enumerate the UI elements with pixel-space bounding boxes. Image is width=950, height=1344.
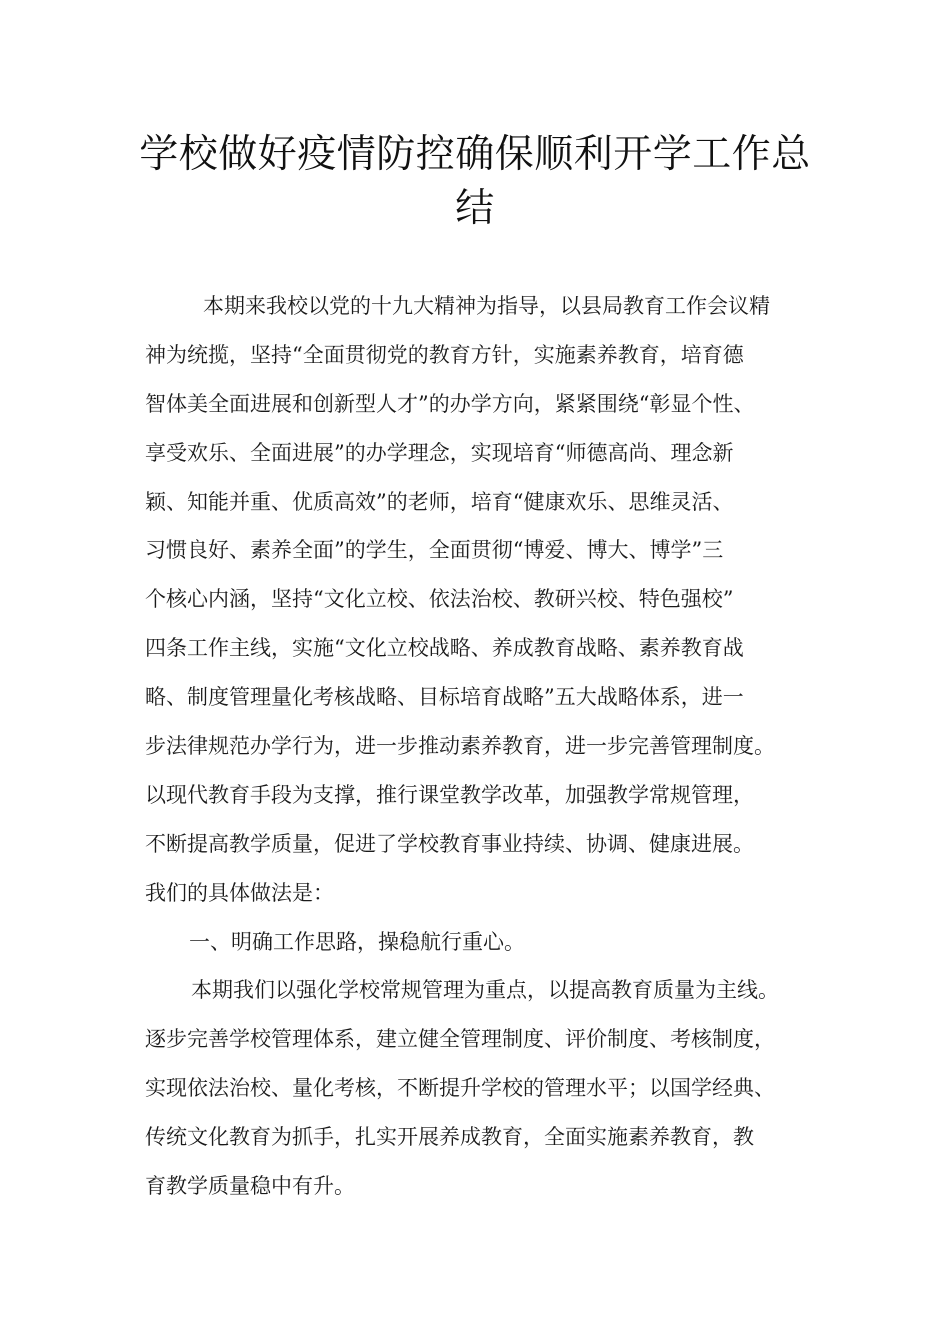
paragraph-1-line-13: 我们的具体做法是： [145,880,334,905]
paragraph-2-line-2: 逐步完善学校管理体系，建立健全管理制度、评价制度、考核制度， [145,1027,775,1052]
paragraph-1-line-2: 神为统揽，坚持“全面贯彻党的教育方针，实施素养教育，培育德 [145,342,744,367]
paragraph-2-line-1: 本期我们以强化学校常规管理为重点，以提高教育质量为主线。 [191,978,779,1003]
title-line-2: 结 [455,186,495,231]
paragraph-1-line-5: 颖、知能并重、优质高效”的老师，培育“健康欢乐、思维灵活、 [145,489,734,514]
paragraph-2-line-4: 传统文化教育为抓手，扎实开展养成教育，全面实施素养教育，教 [145,1125,754,1150]
paragraph-1-line-8: 四条工作主线，实施“文化立校战略、养成教育战略、素养教育战 [145,636,744,661]
paragraph-1-line-9: 略、制度管理量化考核战略、目标培育战略”五大战略体系，进一 [145,685,744,710]
paragraph-2-line-5: 育教学质量稳中有升。 [145,1174,355,1199]
document-body [145,282,835,1211]
paragraph-2-line-3: 实现依法治校、量化考核，不断提升学校的管理水平；以国学经典、 [145,1076,775,1101]
paragraph-1-line-6: 习惯良好、素养全面”的学生，全面贯彻“博爱、博大、博学”三 [145,538,724,563]
title-line-1: 学校做好疫情防控确保顺利开学工作总 [139,132,811,177]
document-title [120,128,830,236]
section-heading-1: 一、明确工作思路，操稳航行重心。 [189,929,525,954]
paragraph-1-line-4: 享受欢乐、全面进展”的办学理念，实现培育“师德高尚、理念新 [145,440,734,465]
paragraph-1-line-10: 步法律规范办学行为，进一步推动素养教育，进一步完善管理制度。 [145,734,775,759]
paragraph-1-line-7: 个核心内涵，坚持“文化立校、依法治校、教研兴校、特色强校” [145,587,734,612]
paragraph-1-line-12: 不断提高教学质量，促进了学校教育事业持续、协调、健康进展。 [145,831,754,856]
paragraph-1-line-11: 以现代教育手段为支撑，推行课堂教学改革，加强教学常规管理， [145,782,754,807]
paragraph-1-line-3: 智体美全面进展和创新型人才”的办学方向，紧紧围绕“彰显个性、 [145,391,755,416]
paragraph-1-line-1: 本期来我校以党的十九大精神为指导，以县局教育工作会议精 [203,294,770,318]
